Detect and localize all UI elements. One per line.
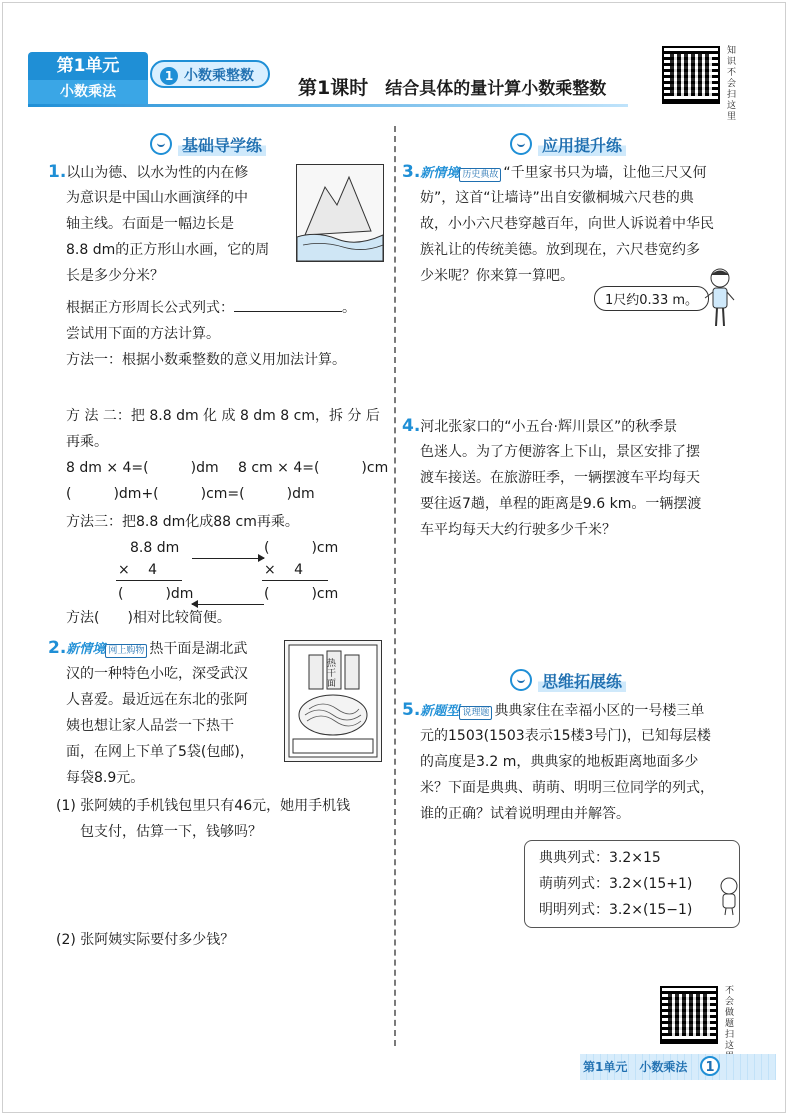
q1-method-3: 方法三：把8.8 dm化成88 cm再乘。 bbox=[66, 514, 299, 530]
section-apply-title: 应用提升练 bbox=[538, 133, 626, 156]
formula-mengmeng: 萌萌列式：3.2×(15+1) bbox=[539, 876, 693, 892]
q1-try: 尝试用下面的方法计算。 bbox=[66, 326, 220, 342]
q1-line-1: 1.以山为德、以水为性的内在修 bbox=[48, 162, 249, 182]
mascot-icon bbox=[510, 133, 532, 155]
q5-tag-new: 新题型 bbox=[420, 704, 460, 719]
topic-name: 小数乘整数 bbox=[184, 68, 254, 84]
q3-line-3: 故，小小六尺巷穿越百年，向世人诉说着中华民 bbox=[420, 216, 714, 232]
q5-line-1: 5.新题型 说理题 典典家住在幸福小区的一号楼三单 bbox=[402, 700, 705, 720]
q1-formula-line: 根据正方形周长公式列式： 。 bbox=[66, 296, 356, 321]
q5-number: 5. bbox=[402, 700, 421, 720]
footer-label: 第1单元 小数乘法 bbox=[583, 1060, 688, 1074]
vcalc-bot-right: ( )cm bbox=[264, 586, 339, 602]
q1-line-4: 8.8 dm的正方形山水画，它的周 bbox=[66, 242, 270, 258]
unit-label: 第1单元 bbox=[28, 52, 148, 80]
q1-line-5: 长是多少分米？ bbox=[66, 268, 164, 284]
q1-method-2b: 再乘。 bbox=[66, 434, 108, 450]
page-number: 1 bbox=[700, 1056, 720, 1076]
q2-line-3: 人喜爱。最近远在东北的张阿 bbox=[66, 692, 248, 708]
q1-compare: 方法( )相对比较简便。 bbox=[66, 610, 231, 626]
q3-line-2: 妨”，这首“让墙诗”出自安徽桐城六尺巷的典 bbox=[420, 190, 694, 206]
vcalc-mul-left: × 4 bbox=[118, 562, 158, 578]
unit-name: 小数乘法 bbox=[28, 80, 148, 104]
q2-sub2: (2) 张阿姨实际要付多少钱？ bbox=[56, 932, 235, 948]
vcalc-mul-right: × 4 bbox=[264, 562, 304, 578]
section-think bbox=[510, 667, 626, 693]
q4-line-3: 渡车接送。在旅游旺季，一辆摆渡车平均每天 bbox=[420, 470, 700, 486]
lesson-title bbox=[298, 73, 606, 100]
q5-line-5: 谁的正确？试着说明理由并解答。 bbox=[420, 806, 630, 822]
vcalc-top-left: 8.8 dm bbox=[130, 540, 180, 556]
section-think-title: 思维拓展练 bbox=[538, 669, 626, 692]
hint-bubble: 1尺约0.33 m。 bbox=[594, 286, 709, 311]
q4-line-4: 要往返7趟，单程的距离是9.6 km。一辆摆渡 bbox=[420, 496, 702, 512]
q2-number: 2. bbox=[48, 638, 67, 658]
q1-method-2a: 方 法 二：把 8.8 dm 化 成 8 dm 8 cm，拆 分 后 bbox=[66, 408, 380, 424]
q1-method-2-cm: 8 cm × 4=( )cm bbox=[238, 460, 389, 476]
formula-diandian: 典典列式：3.2×15 bbox=[539, 850, 661, 866]
q2-line-4: 姨也想让家人品尝一下热干 bbox=[66, 718, 234, 734]
student-formulas-card bbox=[524, 840, 740, 928]
mascot-small-icon bbox=[718, 876, 740, 916]
q2-line-2: 汉的一种特色小吃，深受武汉 bbox=[66, 666, 248, 682]
qr-code-top[interactable] bbox=[662, 46, 720, 104]
header-rule bbox=[28, 104, 628, 107]
q5-line-2: 元的1503(1503表示15楼3号门)，已知每层楼 bbox=[420, 728, 711, 744]
boy-figure-image bbox=[704, 266, 736, 330]
q4-number: 4. bbox=[402, 416, 421, 436]
q4-line-1: 4.河北张家口的“小五台·辉川景区”的秋季景 bbox=[402, 416, 678, 436]
q2-tag-type: 网上购物 bbox=[105, 644, 147, 658]
q3-line-1: 3.新情境 历史典故 “千里家书只为墙，让他三尺又何 bbox=[402, 162, 707, 182]
arrow-right bbox=[188, 548, 268, 567]
formula-answer-blank[interactable] bbox=[234, 297, 342, 312]
q1-method-1: 方法一：根据小数乘整数的意义用加法计算。 bbox=[66, 352, 346, 368]
lesson-topic: 结合具体的量计算小数乘整数 bbox=[385, 79, 607, 99]
q4-line-2: 色迷人。为了方便游客上下山，景区安排了摆 bbox=[420, 444, 700, 460]
noodle-package-image bbox=[284, 640, 382, 762]
vcalc-bot-left: ( )dm bbox=[118, 586, 194, 602]
q3-line-5: 少米呢？你来算一算吧。 bbox=[420, 268, 574, 284]
q3-number: 3. bbox=[402, 162, 421, 182]
q1-method-2-dm: 8 dm × 4=( )dm bbox=[66, 460, 219, 476]
section-basic-title: 基础导学练 bbox=[178, 133, 266, 156]
mascot-icon bbox=[150, 133, 172, 155]
qr-caption-bottom: 不会做题扫这 bbox=[724, 986, 734, 1051]
q1-line-3: 轴主线。右面是一幅边长是 bbox=[66, 216, 234, 232]
landscape-painting-image bbox=[296, 164, 384, 262]
qr-code-bottom[interactable] bbox=[660, 986, 718, 1044]
lesson-number: 第1课时 bbox=[298, 77, 369, 99]
vcalc-rule-right bbox=[262, 580, 328, 581]
q2-tag-new: 新情境 bbox=[66, 642, 106, 657]
q2-line-1: 2.新情境 网上购物 热干面是湖北武 bbox=[48, 638, 248, 658]
q1-line-2: 为意识是中国山水画演绎的中 bbox=[66, 190, 248, 206]
column-divider bbox=[394, 126, 396, 1046]
mascot-icon bbox=[510, 669, 532, 691]
q2-sub1-a: (1) 张阿姨的手机钱包里只有46元，她用手机钱 bbox=[56, 798, 351, 814]
q3-tag-type: 历史典故 bbox=[459, 168, 501, 182]
q3-tag-new: 新情境 bbox=[420, 166, 460, 181]
q1-method-2-sum: ( )dm+( )cm=( )dm bbox=[66, 486, 315, 502]
section-basic bbox=[150, 131, 266, 157]
section-apply bbox=[510, 131, 626, 157]
q3-line-4: 族礼让的传统美德。放到现在，六尺巷宽约多 bbox=[420, 242, 700, 258]
vcalc-rule-left bbox=[116, 580, 182, 581]
q2-line-5: 面，在网上下单了5袋(包邮)， bbox=[66, 744, 254, 760]
q4-line-5: 车平均每天大约行驶多少千米？ bbox=[420, 522, 616, 538]
noodle-label: 热干面 bbox=[327, 659, 337, 689]
unit-tab bbox=[28, 52, 158, 104]
q5-tag-type: 说理题 bbox=[459, 706, 492, 720]
q5-line-3: 的高度是3.2 m，典典家的地板距离地面多少 bbox=[420, 754, 699, 770]
topic-number: 1 bbox=[160, 67, 178, 85]
formula-mingming: 明明列式：3.2×(15−1) bbox=[539, 902, 693, 918]
q2-line-6: 每袋8.9元。 bbox=[66, 770, 145, 786]
q1-number: 1. bbox=[48, 162, 67, 182]
q5-line-4: 米？下面是典典、萌萌、明明三位同学的列式， bbox=[420, 780, 714, 796]
q2-sub1-b: 包支付，估算一下，钱够吗？ bbox=[80, 824, 262, 840]
vcalc-top-right: ( )cm bbox=[264, 540, 339, 556]
qr-caption-top: 知识不会扫这里 bbox=[726, 46, 736, 122]
topic-pill bbox=[150, 60, 270, 88]
